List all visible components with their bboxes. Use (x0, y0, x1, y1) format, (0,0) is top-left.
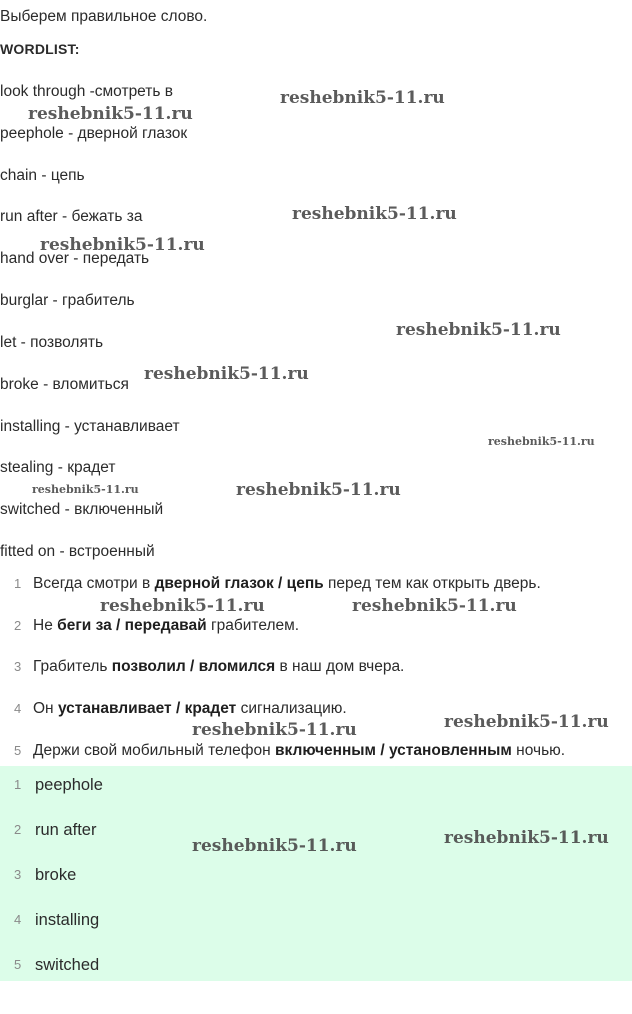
wordlist-item: run after - бежать за (0, 208, 143, 225)
wordlist-item: chain - цепь (0, 167, 85, 184)
task-prefix: Не (33, 617, 58, 634)
task-text (33, 616, 299, 636)
watermark: reshebnik5-11.ru (352, 596, 517, 616)
task-text (33, 699, 347, 719)
watermark: reshebnik5-11.ru (236, 480, 401, 500)
intro-text: Выберем правильное слово. (0, 8, 208, 25)
task-option: устанавливает (57, 700, 172, 717)
task-separator: / (273, 575, 287, 592)
task-option: установленным (388, 742, 512, 759)
wordlist-item: stealing - крадет (0, 459, 116, 476)
task-text (33, 574, 541, 594)
task-number: 5 (14, 743, 22, 758)
wordlist-item: installing - устанавливает (0, 418, 180, 435)
watermark: reshebnik5-11.ru (32, 483, 139, 496)
answer-number: 4 (14, 912, 22, 927)
watermark: reshebnik5-11.ru (280, 88, 445, 108)
task-suffix: грабителем. (206, 617, 300, 634)
task-option: цепь (286, 575, 324, 592)
task-option: вломился (198, 658, 276, 675)
task-number: 4 (14, 701, 22, 716)
wordlist-item: burglar - грабитель (0, 292, 135, 309)
watermark: reshebnik5-11.ru (192, 836, 357, 856)
answer-text: installing (35, 911, 100, 929)
answer-text: broke (35, 866, 77, 884)
answer-text: peephole (35, 776, 103, 794)
wordlist-item: look through -смотреть в (0, 83, 174, 100)
task-separator: / (171, 700, 185, 717)
task-prefix: Держи свой мобильный телефон (33, 742, 275, 759)
task-separator: / (185, 658, 199, 675)
task-text (33, 657, 404, 677)
wordlist-item: peephole - дверной глазок (0, 125, 188, 142)
task-number: 1 (14, 576, 22, 591)
watermark: reshebnik5-11.ru (100, 596, 265, 616)
answer-number: 3 (14, 867, 22, 882)
task-separator: / (111, 617, 125, 634)
answer-number: 1 (14, 777, 22, 792)
answer-block (0, 766, 632, 981)
task-prefix: Всегда смотри в (33, 575, 155, 592)
watermark: reshebnik5-11.ru (192, 720, 357, 740)
task-suffix: сигнализацию. (236, 700, 347, 717)
task-number: 2 (14, 618, 22, 633)
task-prefix: Он (33, 700, 58, 717)
wordlist-item: switched - включенный (0, 501, 164, 518)
wordlist-item: broke - вломиться (0, 376, 129, 393)
task-text (33, 741, 565, 761)
task-option: крадет (184, 700, 237, 717)
watermark: reshebnik5-11.ru (292, 204, 457, 224)
wordlist-heading: WORDLIST: (0, 41, 80, 57)
task-number: 3 (14, 659, 22, 674)
watermark: reshebnik5-11.ru (40, 235, 205, 255)
task-option: беги за (57, 617, 112, 634)
answer-text: run after (35, 821, 97, 839)
answer-text: switched (35, 956, 100, 974)
task-suffix: ночью. (511, 742, 566, 759)
wordlist-item: let - позволять (0, 334, 104, 351)
watermark: reshebnik5-11.ru (28, 104, 193, 124)
watermark: reshebnik5-11.ru (488, 435, 595, 448)
task-prefix: Грабитель (33, 658, 112, 675)
watermark: reshebnik5-11.ru (396, 320, 561, 340)
answer-number: 5 (14, 957, 22, 972)
task-option: включенным (275, 742, 377, 759)
watermark: reshebnik5-11.ru (444, 712, 609, 732)
task-option: дверной глазок (154, 575, 274, 592)
watermark: reshebnik5-11.ru (444, 828, 609, 848)
task-option: позволил (111, 658, 186, 675)
watermark: reshebnik5-11.ru (144, 364, 309, 384)
wordlist-item: fitted on - встроенный (0, 543, 155, 560)
task-separator: / (376, 742, 389, 759)
answer-number: 2 (14, 822, 22, 837)
task-option: передавай (124, 617, 207, 634)
task-suffix: в наш дом вчера. (275, 658, 405, 675)
task-suffix: перед тем как открыть дверь. (323, 575, 541, 592)
wordlist-item: hand over - передать (0, 250, 150, 267)
